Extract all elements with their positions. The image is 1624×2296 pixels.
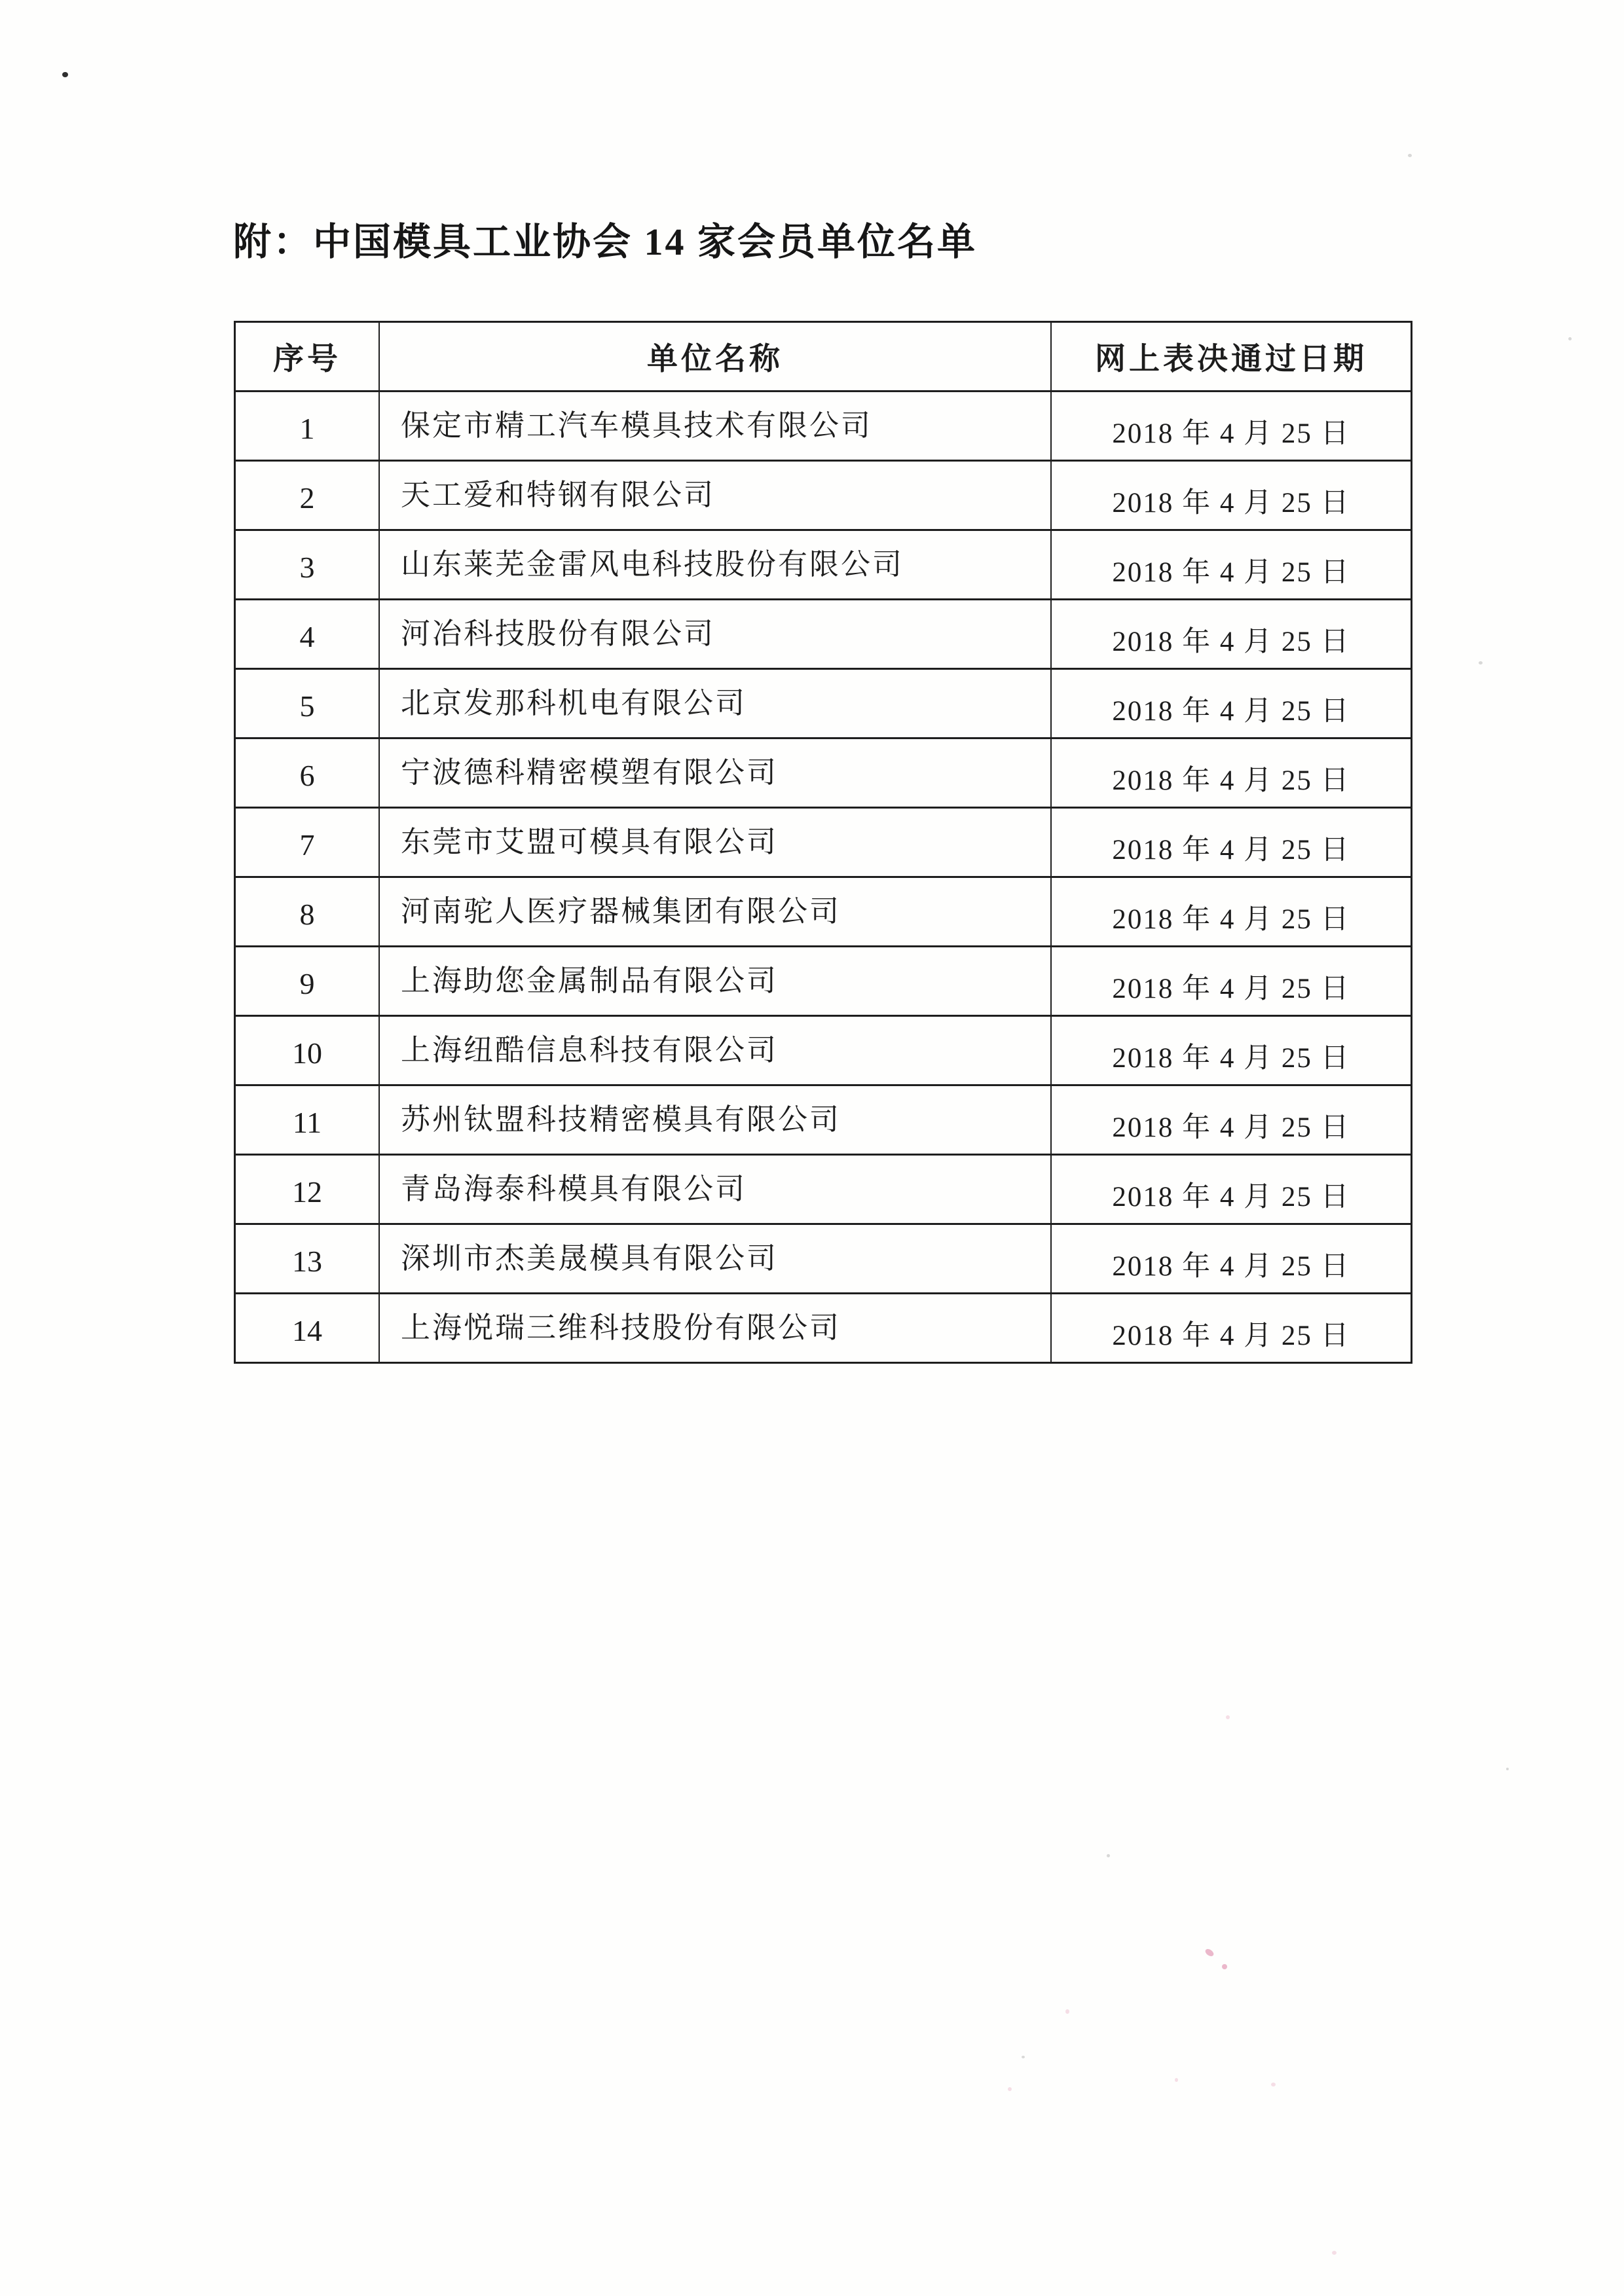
members-table (234, 321, 1412, 1364)
scan-speck (1008, 2087, 1012, 2091)
header-serial-number: 序号 (273, 342, 341, 376)
row-company-name: 苏州钛盟科技精密模具有限公司 (378, 1086, 1050, 1154)
row-vote-date: 2018 年 4 月 25 日 (1050, 1017, 1411, 1084)
scan-speck (1204, 1948, 1215, 1958)
row-serial-number: 11 (292, 1106, 322, 1139)
scan-speck (1568, 337, 1572, 340)
scan-speck (1065, 2009, 1069, 2014)
row-company-name: 天工爱和特钢有限公司 (378, 462, 1050, 529)
row-company-name: 宁波德科精密模塑有限公司 (378, 739, 1050, 807)
table-header-row (236, 323, 1411, 390)
scan-speck (1222, 1964, 1227, 1969)
row-serial-number: 9 (299, 967, 315, 1000)
row-vote-date: 2018 年 4 月 25 日 (1050, 1294, 1411, 1362)
row-vote-date: 2018 年 4 月 25 日 (1050, 1225, 1411, 1292)
row-company-name: 青岛海泰科模具有限公司 (378, 1156, 1050, 1223)
row-vote-date: 2018 年 4 月 25 日 (1050, 739, 1411, 807)
row-vote-date: 2018 年 4 月 25 日 (1050, 947, 1411, 1015)
row-serial-number: 13 (292, 1245, 322, 1278)
table-row (236, 1154, 1411, 1223)
row-serial-number: 12 (292, 1175, 322, 1209)
row-serial-number: 8 (299, 898, 315, 931)
table-row (236, 807, 1411, 876)
scan-speck (62, 72, 68, 77)
scan-speck (1332, 2251, 1337, 2255)
row-serial-number: 4 (299, 620, 315, 653)
scan-speck (1226, 1715, 1230, 1719)
table-row (236, 598, 1411, 668)
row-company-name: 河南驼人医疗器械集团有限公司 (378, 878, 1050, 945)
scan-speck (1506, 1768, 1509, 1770)
row-company-name: 上海纽酷信息科技有限公司 (378, 1017, 1050, 1084)
scan-speck (1175, 2078, 1178, 2082)
table-row (236, 1223, 1411, 1292)
row-serial-number: 14 (292, 1314, 322, 1347)
table-body (236, 390, 1411, 1362)
row-serial-number: 10 (292, 1036, 322, 1070)
row-serial-number: 3 (299, 551, 315, 584)
table-row (236, 460, 1411, 529)
scan-speck (1408, 154, 1412, 157)
row-company-name: 上海助您金属制品有限公司 (378, 947, 1050, 1015)
table-row (236, 668, 1411, 737)
table-row (236, 1015, 1411, 1084)
row-vote-date: 2018 年 4 月 25 日 (1050, 392, 1411, 460)
row-company-name: 东莞市艾盟可模具有限公司 (378, 809, 1050, 876)
row-company-name: 河冶科技股份有限公司 (378, 600, 1050, 668)
scan-speck (1022, 2056, 1025, 2058)
row-vote-date: 2018 年 4 月 25 日 (1050, 670, 1411, 737)
table-row (236, 390, 1411, 460)
row-vote-date: 2018 年 4 月 25 日 (1050, 878, 1411, 945)
scan-speck (1271, 2083, 1276, 2086)
table-row (236, 876, 1411, 945)
row-company-name: 保定市精工汽车模具技术有限公司 (378, 392, 1050, 460)
table-row (236, 1084, 1411, 1154)
header-company-name: 单位名称 (378, 323, 1050, 390)
row-company-name: 深圳市杰美晟模具有限公司 (378, 1225, 1050, 1292)
scan-speck (1479, 661, 1483, 665)
row-vote-date: 2018 年 4 月 25 日 (1050, 1156, 1411, 1223)
row-serial-number: 7 (299, 828, 315, 862)
row-vote-date: 2018 年 4 月 25 日 (1050, 600, 1411, 668)
row-company-name: 北京发那科机电有限公司 (378, 670, 1050, 737)
page-title: 附：中国模具工业协会 14 家会员单位名单 (233, 221, 978, 263)
row-vote-date: 2018 年 4 月 25 日 (1050, 809, 1411, 876)
row-company-name: 山东莱芜金雷风电科技股份有限公司 (378, 531, 1050, 598)
table-row (236, 529, 1411, 598)
row-company-name: 上海悦瑞三维科技股份有限公司 (378, 1294, 1050, 1362)
row-serial-number: 5 (299, 689, 315, 723)
scan-speck (1107, 1854, 1110, 1857)
row-serial-number: 2 (299, 481, 315, 515)
row-vote-date: 2018 年 4 月 25 日 (1050, 531, 1411, 598)
header-vote-date: 网上表决通过日期 (1050, 323, 1411, 390)
row-serial-number: 1 (299, 412, 315, 445)
table-row (236, 1292, 1411, 1362)
row-vote-date: 2018 年 4 月 25 日 (1050, 1086, 1411, 1154)
row-vote-date: 2018 年 4 月 25 日 (1050, 462, 1411, 529)
row-serial-number: 6 (299, 759, 315, 792)
table-row (236, 737, 1411, 807)
table-row (236, 945, 1411, 1015)
